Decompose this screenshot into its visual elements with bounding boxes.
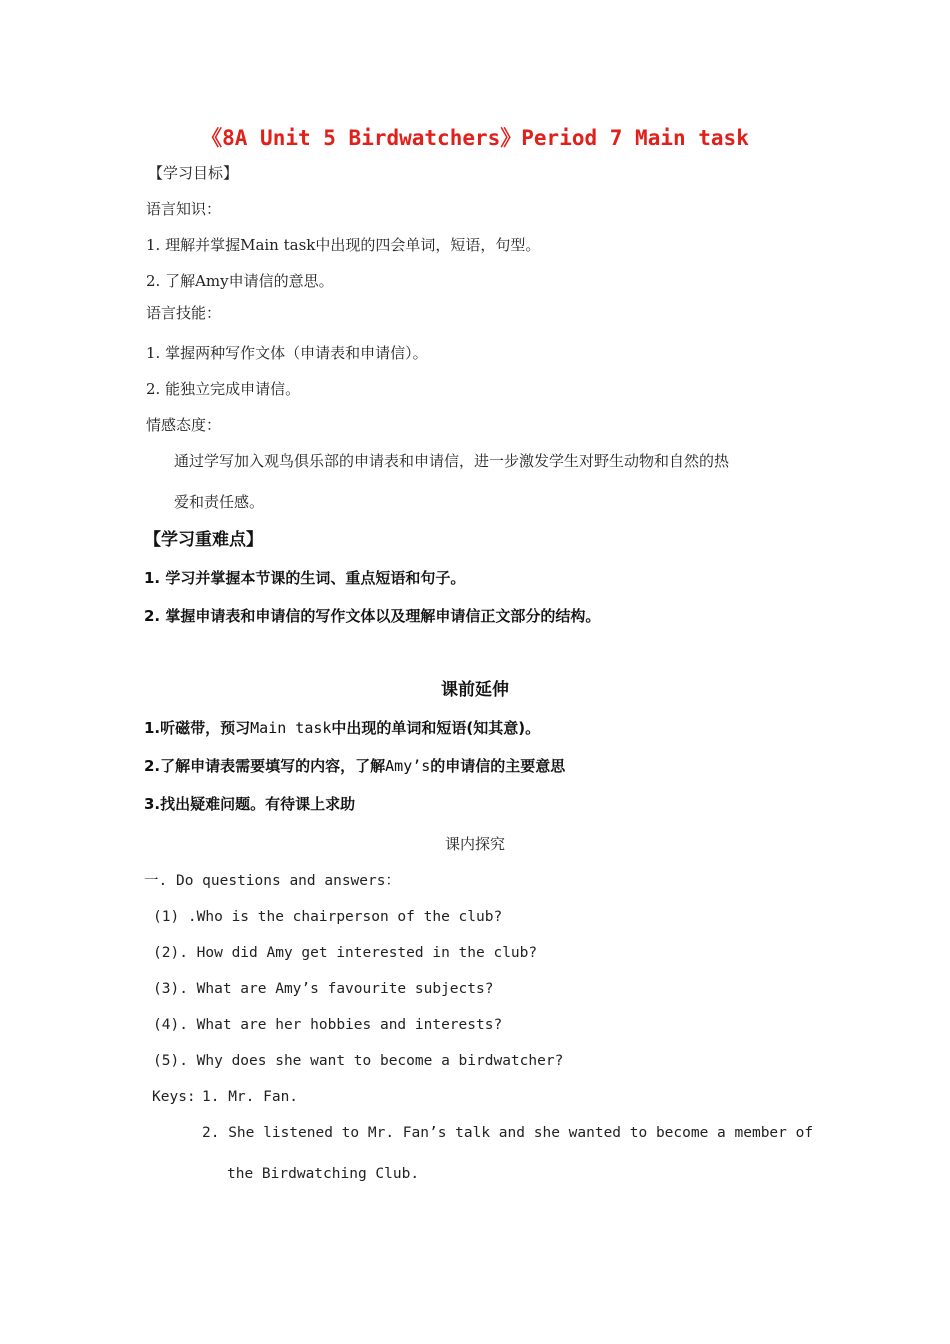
key-answer-1: 1. Mr. Fan.	[202, 1089, 299, 1105]
preview-item-2: 2.了解申请表需要填写的内容，了解Amy’s的申请信的主要意思	[144, 757, 566, 775]
document-title: 《8A Unit 5 Birdwatchers》Period 7 Main task	[201, 126, 749, 150]
knowledge-item-1: 1. 理解并掌握Main task中出现的四会单词，短语，句型。	[146, 236, 541, 254]
skills-heading: 语言技能：	[146, 304, 222, 322]
objectives-heading: 【学习目标】	[148, 164, 239, 182]
question-5: (5). Why does she want to become a birdwatcher?	[153, 1053, 564, 1069]
attitude-line-1: 通过学写加入观鸟俱乐部的申请表和申请信，进一步激发学生对野生动物和自然的热	[174, 452, 730, 470]
skills-item-2: 2. 能独立完成申请信。	[146, 380, 301, 398]
question-4: (4). What are her hobbies and interests?	[153, 1017, 503, 1033]
key-answer-2-line-1: 2. She listened to Mr. Fan’s talk and she wanted to become a member of	[202, 1125, 814, 1141]
knowledge-heading: 语言知识：	[146, 200, 222, 218]
attitude-line-2: 爱和责任感。	[174, 493, 265, 511]
key-point-2: 2. 掌握申请表和申请信的写作文体以及理解申请信正文部分的结构。	[144, 607, 601, 625]
attitude-heading: 情感态度：	[146, 416, 222, 434]
keys-label: Keys:	[152, 1089, 196, 1105]
question-1: (1) .Who is the chairperson of the club?	[153, 909, 503, 925]
question-2: (2). How did Amy get interested in the club?	[153, 945, 538, 961]
key-answer-2-line-2: the Birdwatching Club.	[227, 1166, 420, 1182]
knowledge-item-2: 2. 了解Amy申请信的意思。	[146, 272, 334, 290]
preview-heading: 课前延伸	[441, 680, 509, 700]
key-point-1: 1. 学习并掌握本节课的生词、重点短语和句子。	[144, 569, 466, 587]
section-label: 一. Do questions and answers：	[144, 873, 400, 889]
preview-item-1: 1.听磁带，预习Main task中出现的单词和短语(知其意)。	[144, 719, 541, 737]
question-3: (3). What are Amy’s favourite subjects?	[153, 981, 494, 997]
key-points-heading: 【学习重难点】	[144, 530, 263, 550]
skills-item-1: 1. 掌握两种写作文体（申请表和申请信）。	[146, 344, 428, 362]
preview-item-3: 3.找出疑难问题。有待课上求助	[144, 795, 356, 813]
inclass-heading: 课内探究	[444, 835, 505, 853]
